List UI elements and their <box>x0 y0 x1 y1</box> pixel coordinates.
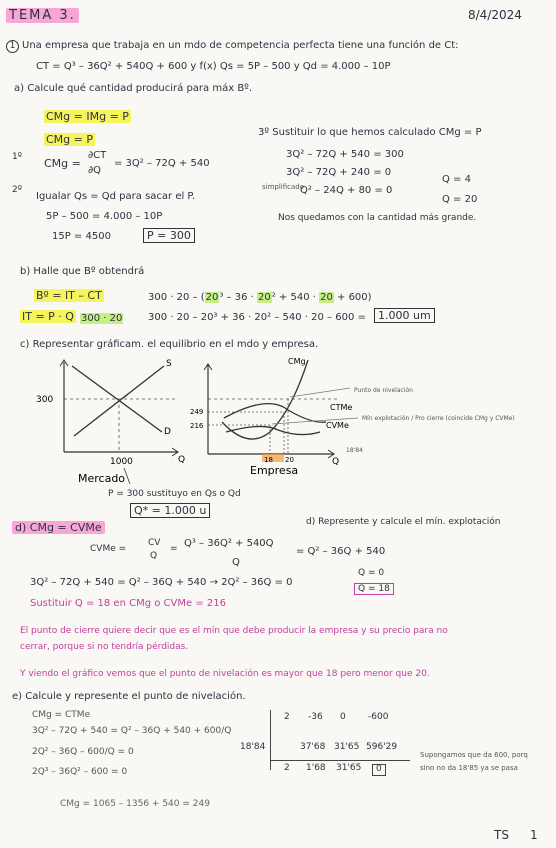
eq-d-1: 3Q² – 72Q + 540 = Q² – 36Q + 540 → 2Q² – 36Q = 0 <box>30 577 293 588</box>
firm-graph <box>190 357 515 477</box>
ctme-label: CTMe <box>330 403 353 412</box>
cmg-numerator: ∂CT <box>88 150 107 161</box>
ruffini-vline <box>270 710 271 770</box>
cmg-rhs: = 3Q² – 72Q + 540 <box>114 158 210 169</box>
cmg-lhs: CMg = <box>44 157 81 170</box>
cond-cmg-p: CMg = P <box>46 133 93 146</box>
eq-e-1: 3Q² – 72Q + 540 = Q² – 36Q + 540 + 600/Q <box>32 726 232 736</box>
market-s-label: S <box>166 359 172 369</box>
page-title: TEMA 3. <box>6 9 79 23</box>
p-result: P = 300 <box>143 230 195 242</box>
b-result: 1.000 um <box>374 310 435 322</box>
sol-q-20: Q = 20 <box>442 194 478 205</box>
note-d-3: Y viendo el gráfico vemos que el punto de nivelación es mayor que 18 pero menor que 20. <box>20 669 430 679</box>
eq-d-sol-a: Q = 0 <box>358 568 385 578</box>
ruffini-r3-c2: 1'68 <box>306 763 326 773</box>
sol-q-4: Q = 4 <box>442 174 471 185</box>
sub-text-2: Q* = 1.000 u <box>130 505 210 517</box>
firm-y249: 249 <box>190 408 204 416</box>
conclusion-text: Nos quedamos con la cantidad más grande. <box>278 213 477 223</box>
subst-text: Sustituir Q = 18 en CMg o CVMe = 216 <box>30 598 226 609</box>
cvme-expr-numerator: Q³ – 36Q² + 540Q <box>184 538 274 549</box>
intro-line-1: 1 Una empresa que trabaja en un mdo de competencia perfecta tiene una función de Ct: <box>6 40 459 53</box>
cvme-result: = Q² – 36Q + 540 <box>296 546 386 557</box>
ruffini-r1-c4: -600 <box>368 712 389 722</box>
cvme-curve <box>226 426 320 434</box>
part-b-question: b) Halle que Bº obtendrá <box>20 266 145 277</box>
ctme-curve <box>224 404 326 423</box>
ruffini-r3-c3: 31'65 <box>336 763 362 773</box>
side-note-2: sino no da 18'85 ya se pasa <box>420 764 518 772</box>
p-eq-1: 5P – 500 = 4.000 – 10P <box>46 211 163 222</box>
market-x1000: 1000 <box>110 457 133 467</box>
eq-e-2: 2Q² – 36Q – 600/Q = 0 <box>32 747 134 757</box>
intro-line-2: CT = Q³ – 36Q² + 540Q + 600 y f(x) Qs = 5P – 500 y Qd = 4.000 – 10P <box>36 61 391 72</box>
ruffini-r2-c4: 596'29 <box>366 742 398 752</box>
part-d-label: d) CMg = CVMe <box>12 522 105 534</box>
firm-note-cierre: Mín explotación / Pro cierre (coincide CMg y CVMe) <box>362 415 515 422</box>
ruffini-r1-c2: -36 <box>308 712 323 722</box>
step-3-text: 3º Sustituir lo que hemos calculado CMg = P <box>258 127 482 138</box>
eq-sign: = <box>170 544 178 554</box>
footer-page-number: 1 <box>530 828 538 842</box>
market-label: Mercado <box>78 472 126 485</box>
cv-numerator: CV <box>148 538 161 548</box>
note-d-1: El punto de cierre quiere decir que es el mín que debe producir la empresa y su precio para no <box>20 626 448 636</box>
eq-a-2: 3Q² – 72Q + 240 = 0 <box>286 167 392 178</box>
firm-note-nivelacion: Punto de nivelación <box>354 387 413 394</box>
firm-label: Empresa <box>250 464 299 477</box>
cvme-label: CVMe <box>326 421 349 430</box>
b-line-2: 300 · 20 – 20³ + 36 · 20² – 540 · 20 – 600 = <box>148 312 366 323</box>
cvme-expr-denominator: Q <box>232 557 240 568</box>
eq-d-sol-b: Q = 18 <box>354 585 394 595</box>
part-c-question: c) Representar gráficam. el equilibrio en el mdo y empresa. <box>20 339 319 350</box>
page-date: 8/4/2024 <box>468 8 522 22</box>
market-d-label: D <box>164 427 171 437</box>
step-2-text: Igualar Qs = Qd para sacar el P. <box>36 191 196 202</box>
ruffini-r3-c1: 2 <box>284 763 290 773</box>
eq-a-3: Q² – 24Q + 80 = 0 <box>300 185 393 196</box>
part-a-question: a) Calcule qué cantidad producirá para máx Bº. <box>14 83 253 94</box>
firm-q-label: Q <box>332 457 340 467</box>
ruffini-hline <box>270 760 410 761</box>
it-value: 300 · 20 <box>81 313 123 324</box>
firm-x18: 18 <box>264 456 273 464</box>
graphs <box>0 352 556 522</box>
eq-e-0: CMg = CTMe <box>32 710 91 720</box>
p-eq-2: 15P = 4500 <box>52 231 111 242</box>
ruffini-r2-c3: 31'65 <box>334 742 360 752</box>
step-2-label: 2º <box>12 185 22 195</box>
ruffini-r1-c1: 2 <box>284 712 290 722</box>
ruffini-r2-c2: 37'68 <box>300 742 326 752</box>
part-d-question: d) Represente y calcule el mín. explotación <box>306 517 501 527</box>
cv-denominator: Q <box>150 551 158 561</box>
market-graph <box>36 359 185 485</box>
part-e-question: e) Calcule y represente el punto de nivelación. <box>12 691 246 702</box>
eq-a-3-note: simplificado <box>262 183 305 191</box>
eq-e-3: 2Q³ – 36Q² – 600 = 0 <box>32 767 128 777</box>
footer-initials: TS <box>494 828 509 842</box>
sub-text-1: P = 300 sustituyo en Qs o Qd <box>108 489 241 499</box>
ruffini-root: 18'84 <box>240 742 266 752</box>
eq-e-4: CMg = 1065 – 1356 + 540 = 249 <box>60 799 210 809</box>
firm-note-1884: 18'84 <box>346 447 363 454</box>
market-y300: 300 <box>36 395 54 405</box>
ruffini-r1-c3: 0 <box>340 712 346 722</box>
cmg-label: CMg <box>288 357 306 366</box>
b-formula: Bº = IT – CT <box>36 289 102 302</box>
cvme-def-lhs: CVMe = <box>90 544 127 554</box>
firm-x20: 20 <box>285 456 294 464</box>
b-line-1: 300 · 20 – (20³ – 36 · 20² + 540 · 20 + 600) <box>148 292 372 303</box>
market-q-label: Q <box>178 455 186 465</box>
cmg-denominator: ∂Q <box>88 165 102 176</box>
side-note-1: Supongamos que da 600, porq <box>420 751 528 759</box>
firm-y216: 216 <box>190 422 204 430</box>
note-d-2: cerrar, porque si no tendría pérdidas. <box>20 642 189 652</box>
it-formula: IT = P · Q <box>22 310 74 323</box>
ruffini-r3-c4: 0 <box>372 764 386 776</box>
step-1-label: 1º <box>12 152 22 162</box>
cond-cmg-img-p: CMg = IMg = P <box>46 110 129 123</box>
eq-a-1: 3Q² – 72Q + 540 = 300 <box>286 149 404 160</box>
